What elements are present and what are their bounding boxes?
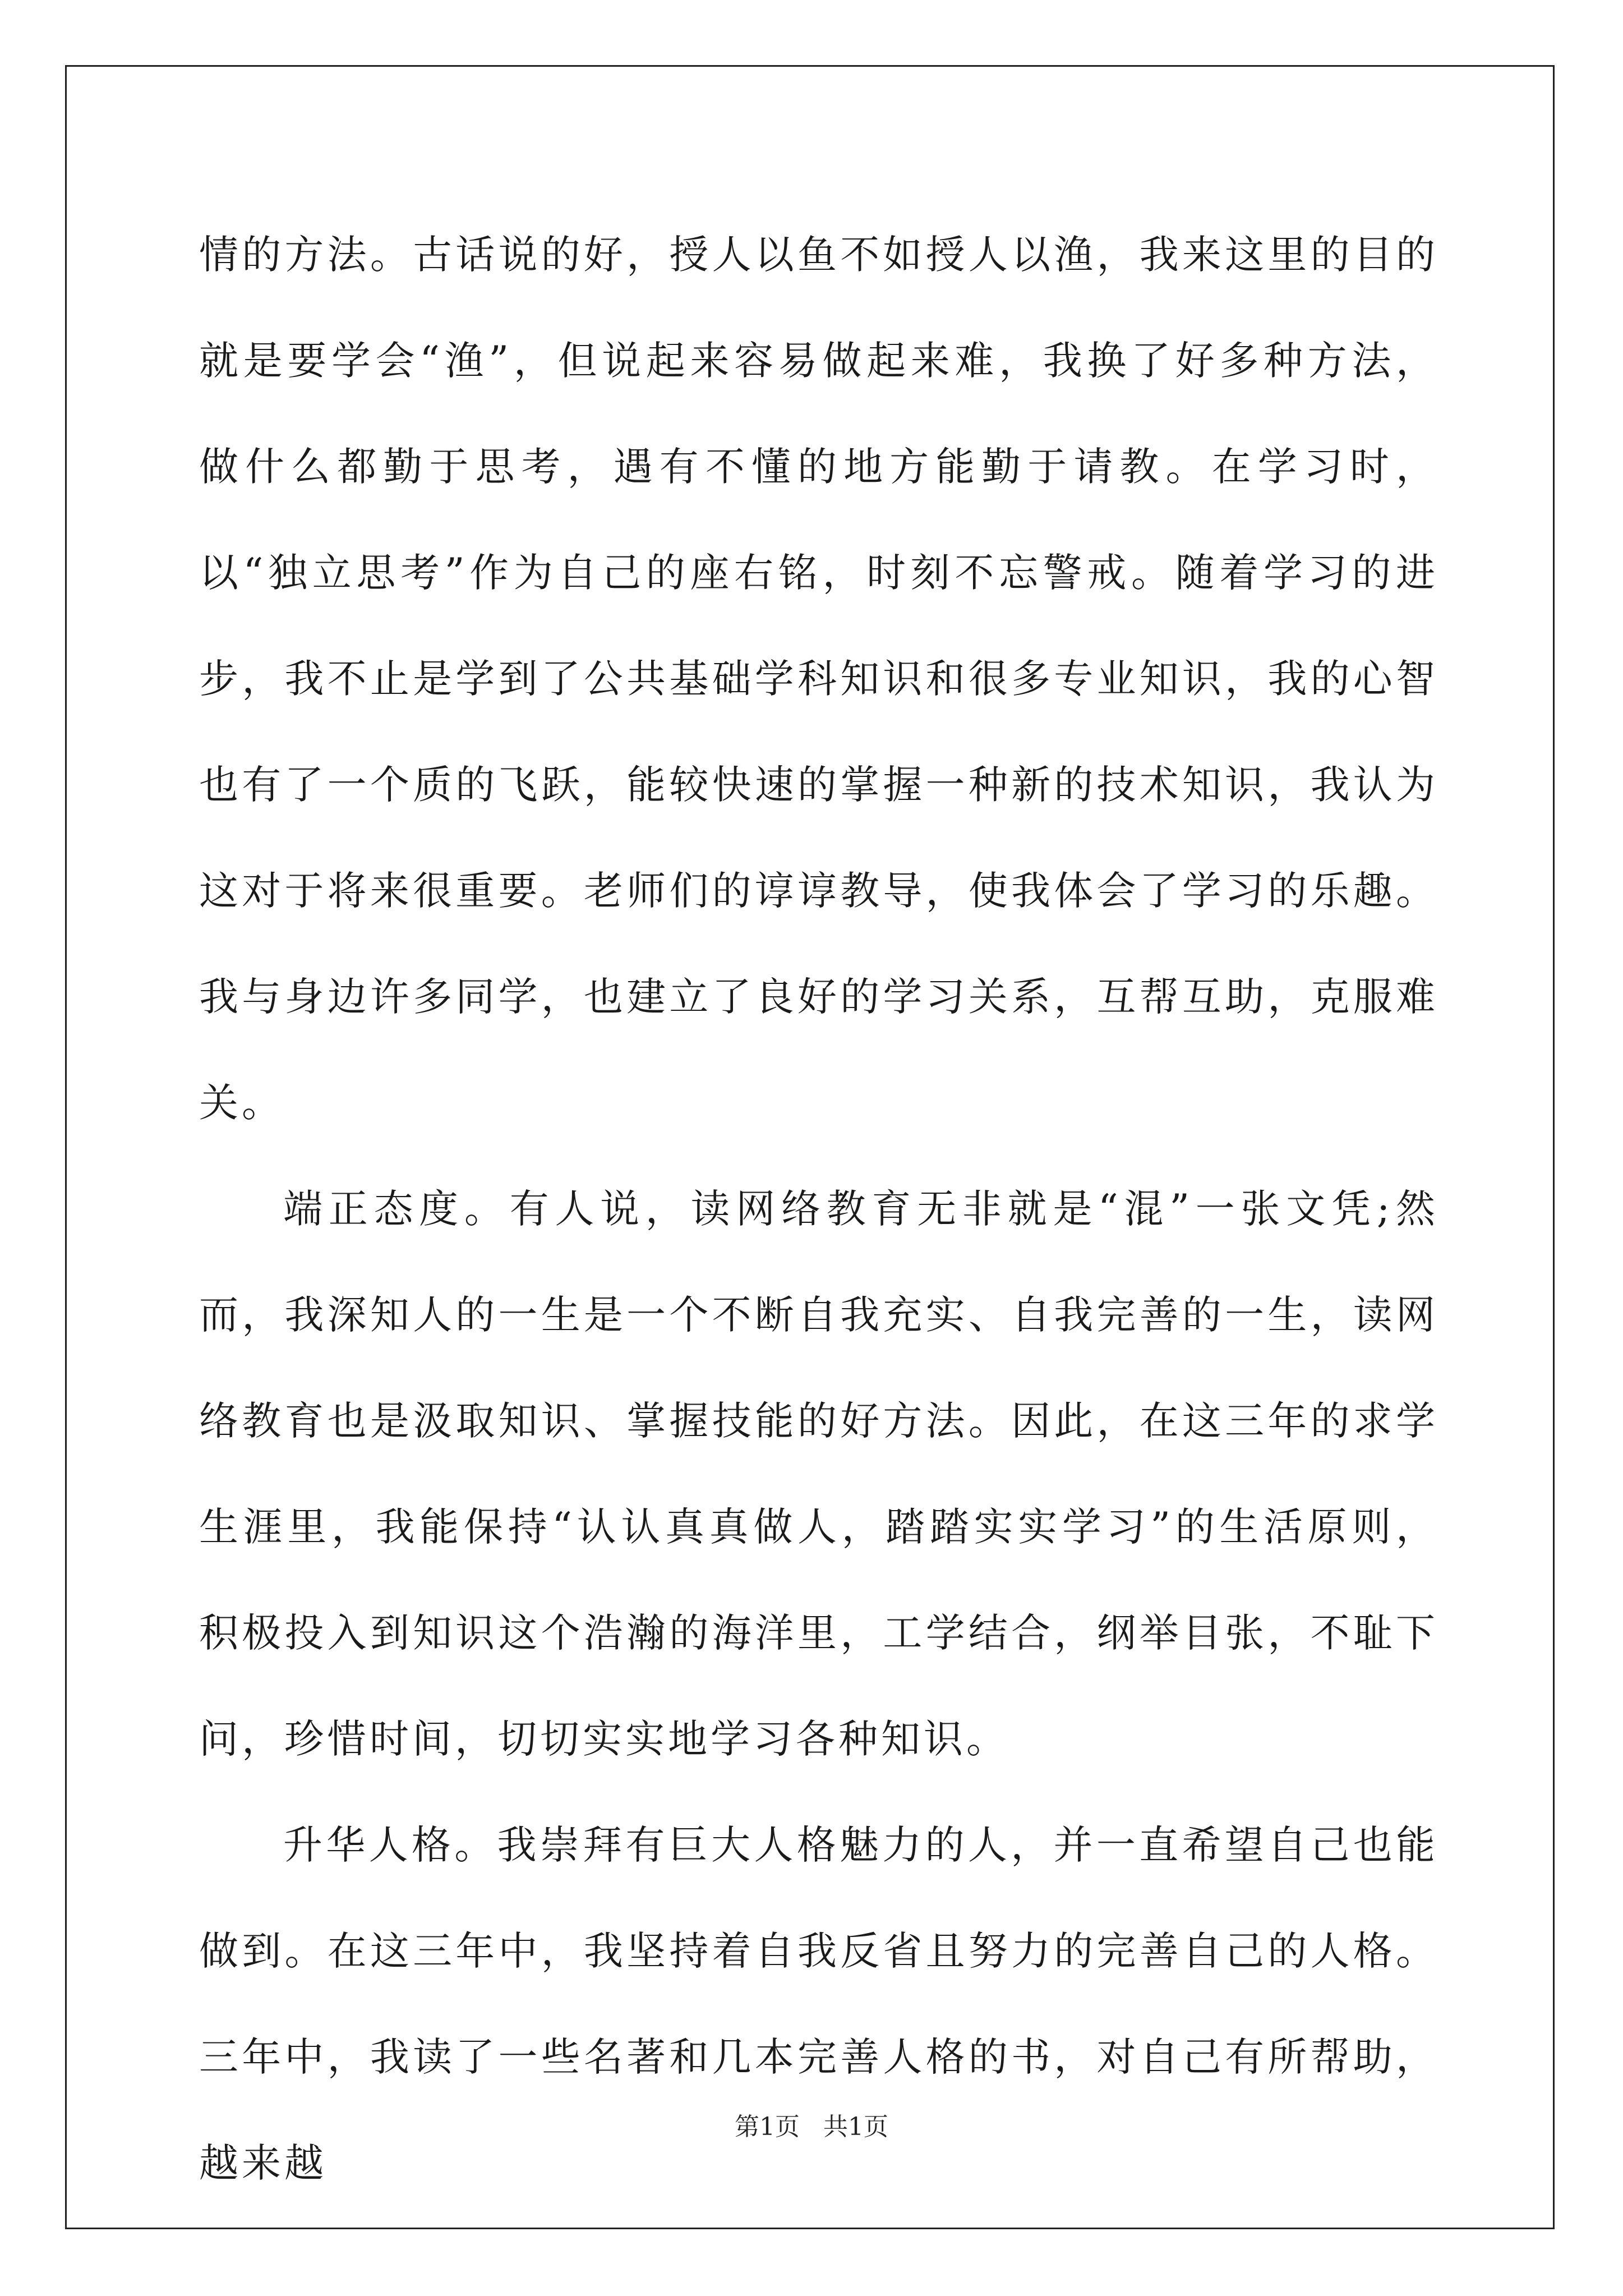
page-footer <box>0 2110 1623 2144</box>
document-body <box>199 202 1438 2216</box>
paragraph-1: 情的方法。古话说的好，授人以鱼不如授人以渔，我来这里的目的就是要学会“渔”，但说起来容易做起来难，我换了好多种方法，做什么都勤于思考，遇有不懂的地方能勤于请教。在学习时，以“独立思考”作为自己的座右铭，时刻不忘警戒。随着学习的进步，我不止是学到了公共基础学科知识和很多专业知识，我的心智也有了一个质的飞跃，能较快速的掌握一种新的技术知识，我认为这对于将来很重要。老师们的谆谆教导，使我体会了学习的乐趣。我与身边许多同学，也建立了良好的学习关系，互帮互助，克服难关。 <box>199 232 1438 1126</box>
paragraph-3: 升华人格。我崇拜有巨大人格魅力的人，并一直希望自己也能做到。在这三年中，我坚持着自我反省且努力的完善自己的人格。三年中，我读了一些名著和几本完善人格的书，对自己有所帮助，越来越 <box>199 1822 1438 2186</box>
paragraph-2: 端正态度。有人说，读网络教育无非就是“混”一张文凭;然而，我深知人的一生是一个不断自我充实、自我完善的一生，读网络教育也是汲取知识、掌握技能的好方法。因此，在这三年的求学生涯里，我能保持“认认真真做人，踏踏实实学习”的生活原则，积极投入到知识这个浩瀚的海洋里，工学结合，纲举目张，不耻下问，珍惜时间，切切实实地学习各种知识。 <box>199 1186 1438 1762</box>
page-number: 第1页 <box>735 2113 800 2141</box>
total-pages: 共1页 <box>823 2113 888 2141</box>
